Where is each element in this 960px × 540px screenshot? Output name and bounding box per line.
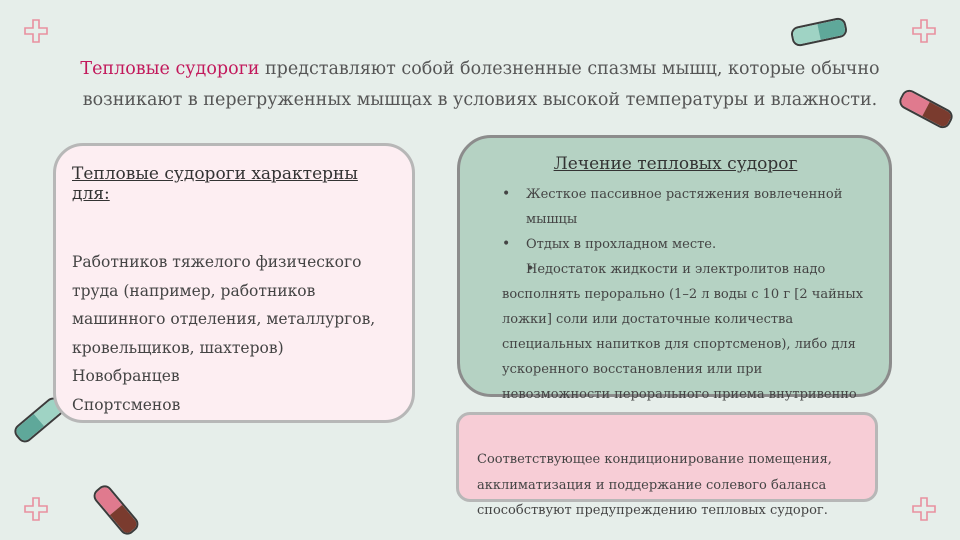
intro-text xyxy=(80,54,880,116)
plus-icon xyxy=(912,497,936,521)
affected-groups-card xyxy=(53,143,415,423)
list-item: Спортсменов xyxy=(72,395,181,414)
treatment-title: Лечение тепловых судорог xyxy=(553,154,798,174)
term-highlight: Тепловые судороги xyxy=(80,59,260,79)
pill-icon xyxy=(897,87,956,131)
affected-groups-title: Тепловые судороги характерны для: xyxy=(72,164,358,204)
list-item: • Недостаток жидкости и электролитов надо восполнять перорально (1–2 л воды с 10 г [2 чайных ложки] соли или достаточные количества специальных напитков для спортсменов), либо для ускоренного восстановления или при невозможности перорального приема внутривенно xyxy=(502,257,873,432)
pill-icon xyxy=(90,482,141,538)
treatment-card xyxy=(457,135,892,402)
list-item: Новобранцев xyxy=(72,367,180,385)
prevention-card xyxy=(456,412,878,518)
list-item: • Жесткое пассивное растяжения вовлеченной мышцы xyxy=(502,182,873,232)
prevention-text: Соответствующее кондиционирование помещения, акклиматизация и поддержание солевого баланса способствуют предупреждению тепловых судорог. xyxy=(477,452,832,518)
intro-body: представляют собой болезненные спазмы мышц, которые обычно возникают в перегруженных мышцах в условиях высокой температуры и влажности. xyxy=(82,59,880,110)
list-item: Работников тяжелого физического труда (например, работников машинного отделения, металлургов, кровельщиков, шахтеров) xyxy=(72,253,376,357)
plus-icon xyxy=(24,19,48,43)
plus-icon xyxy=(24,497,48,521)
list-item: • Отдых в прохладном месте. xyxy=(502,232,873,257)
pill-icon xyxy=(790,16,849,47)
plus-icon xyxy=(912,19,936,43)
